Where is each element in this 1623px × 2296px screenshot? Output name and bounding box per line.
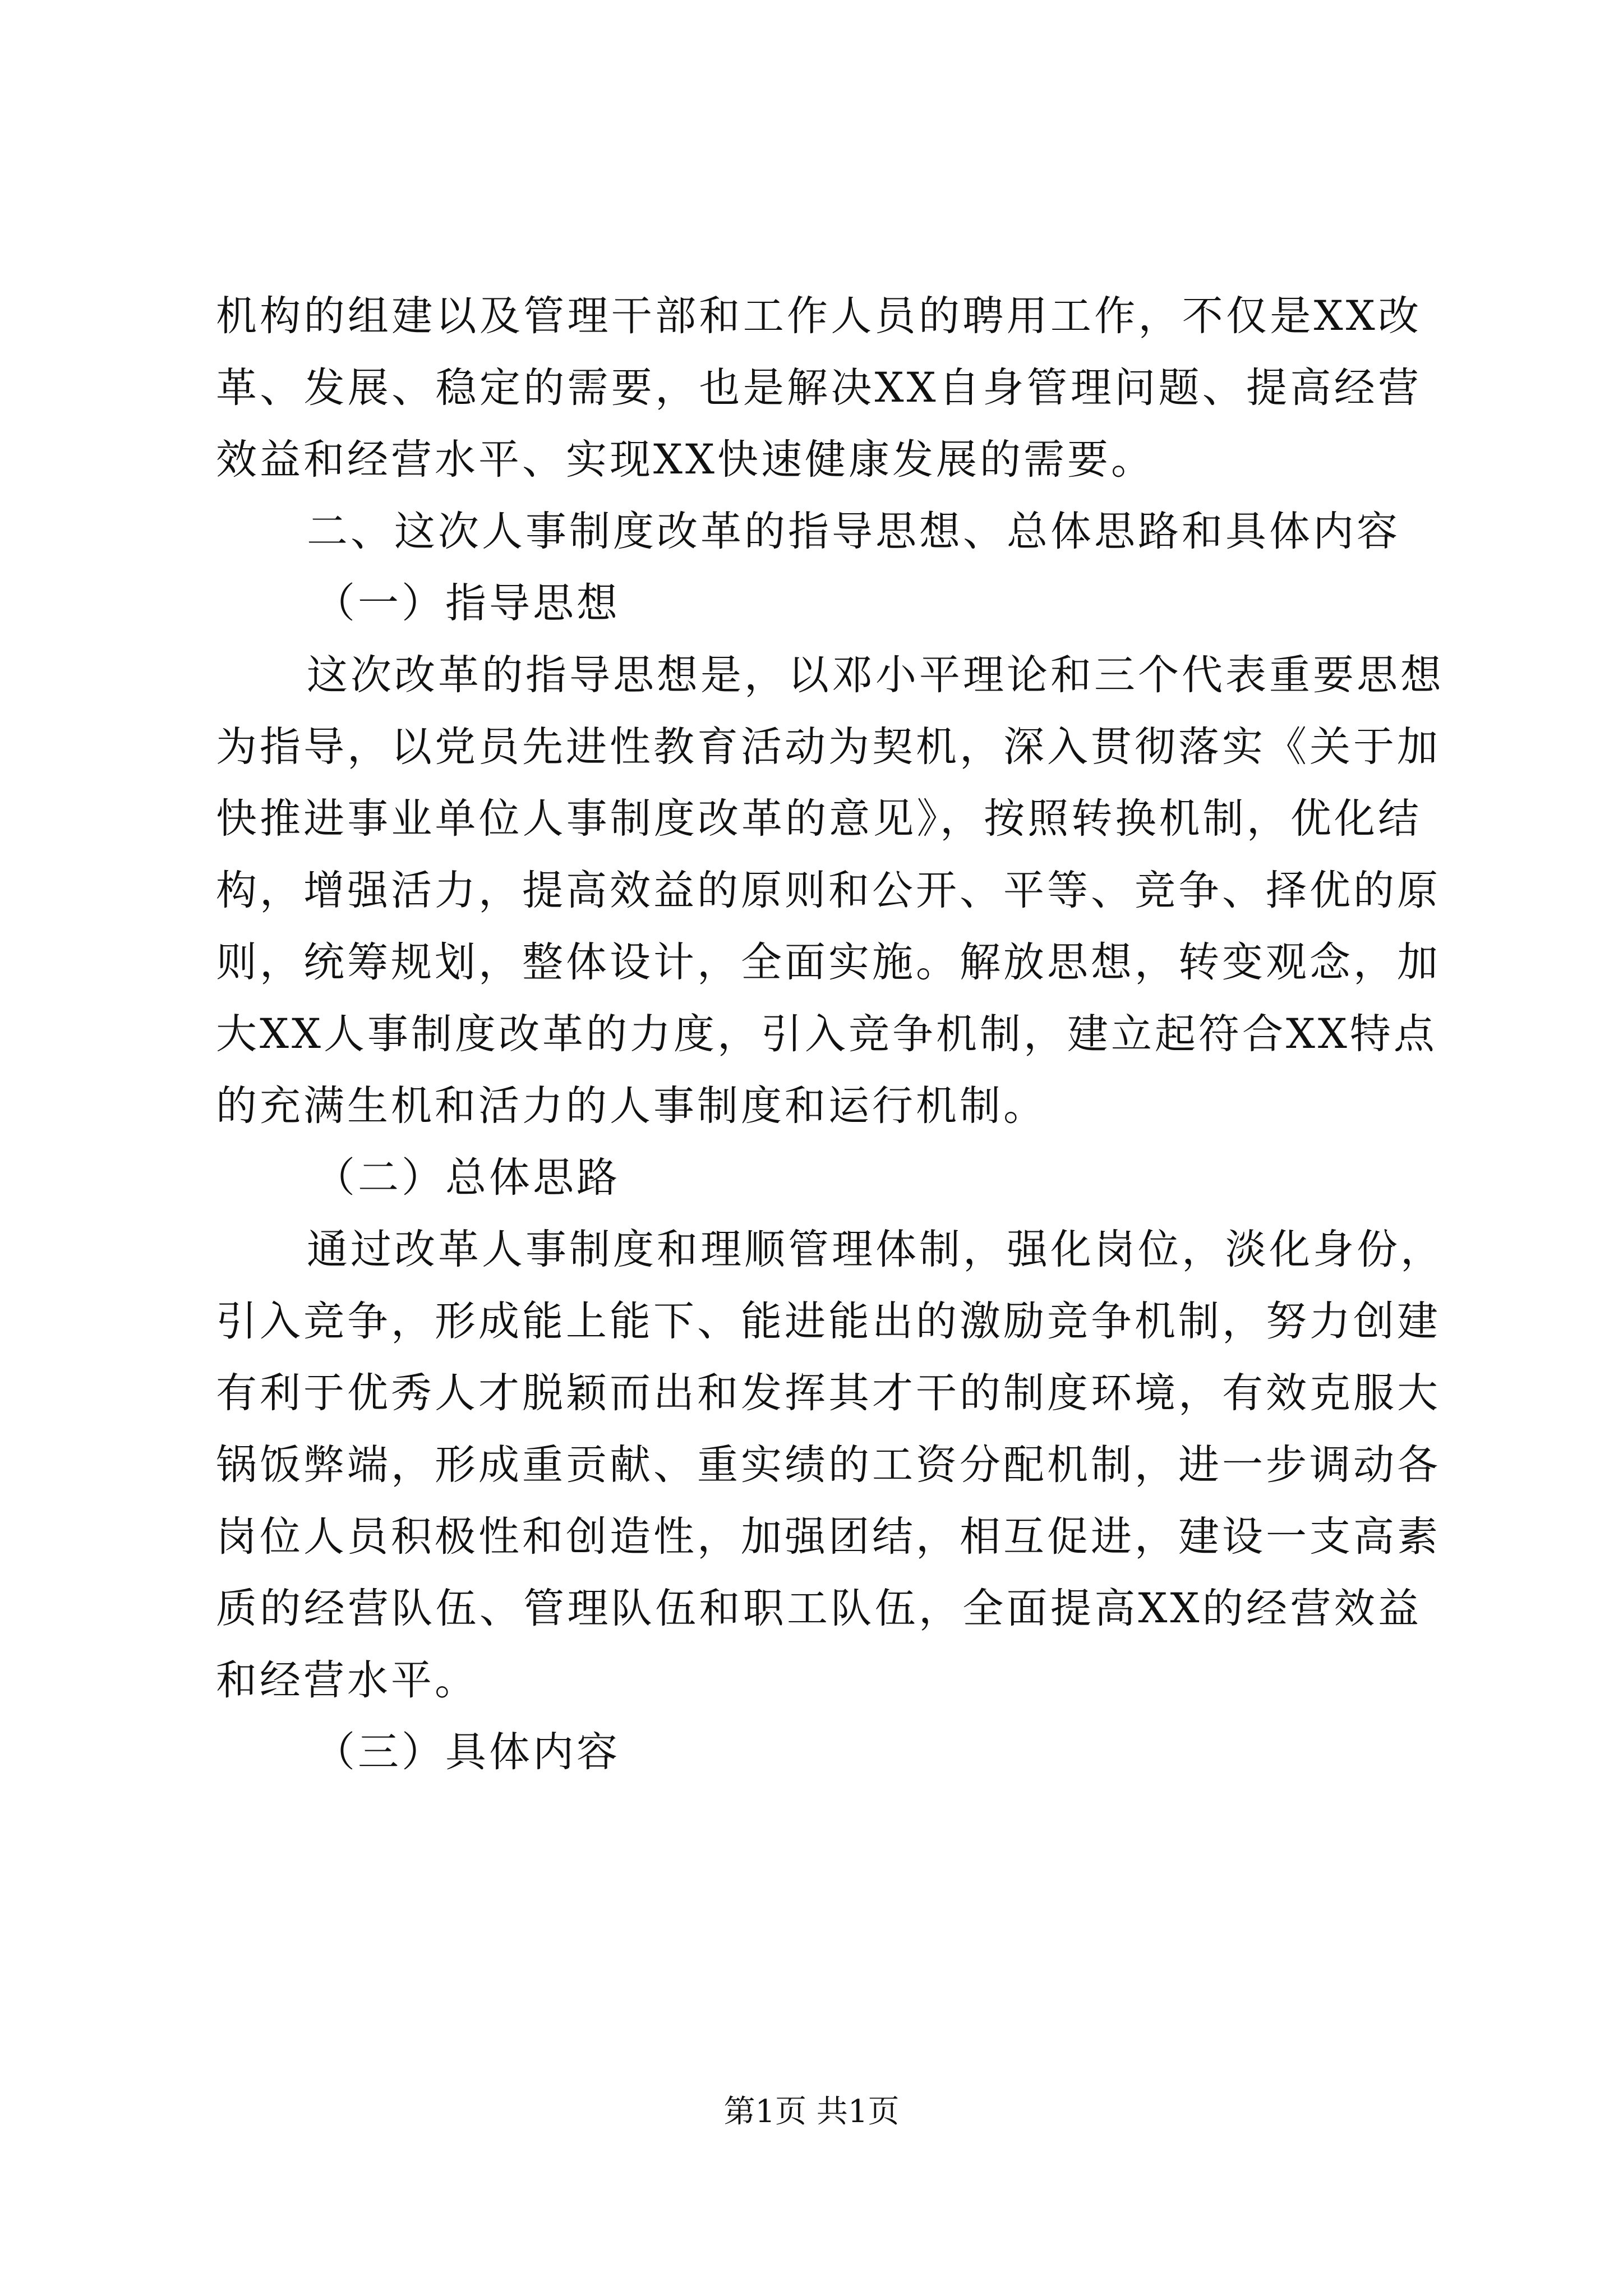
paragraph-line: 为指导，以党员先进性教育活动为契机，深入贯彻落实《关于加: [216, 723, 1441, 771]
subsection-heading: （三）具体内容: [314, 1728, 620, 1776]
page-number-footer: 第1页 共1页: [723, 2093, 900, 2130]
paragraph-line: 构，增强活力，提高效益的原则和公开、平等、竞争、择优的原: [216, 867, 1441, 914]
subsection-heading: （二）总体思路: [314, 1154, 620, 1202]
paragraph-line: 快推进事业单位人事制度改革的意见》，按照转换机制，优化结: [216, 795, 1422, 843]
paragraph-line: 这次改革的指导思想是，以邓小平理论和三个代表重要思想: [307, 651, 1444, 699]
paragraph-line: 岗位人员积极性和创造性，加强团结，相互促进，建设一支高素: [216, 1513, 1441, 1561]
document-body: [216, 280, 1444, 1788]
section-heading: 二、这次人事制度改革的指导思想、总体思路和具体内容: [307, 508, 1400, 555]
paragraph-line: 通过改革人事制度和理顺管理体制，强化岗位，淡化身份，: [307, 1226, 1444, 1273]
paragraph-line: 的充满生机和活力的人事制度和运行机制。: [216, 1082, 1047, 1130]
paragraph-line: 效益和经营水平、实现XX快速健康发展的需要。: [216, 436, 1155, 484]
paragraph-line: 质的经营队伍、管理队伍和职工队伍，全面提高XX的经营效益: [216, 1585, 1422, 1632]
paragraph-line: 有利于优秀人才脱颖而出和发挥其才干的制度环境，有效克服大: [216, 1369, 1441, 1417]
paragraph-line: 锅饭弊端，形成重贡献、重实绩的工资分配机制，进一步调动各: [216, 1441, 1441, 1489]
paragraph-line: 革、发展、稳定的需要，也是解决XX自身管理问题、提高经营: [216, 364, 1422, 412]
paragraph-line: 和经营水平。: [216, 1657, 478, 1704]
paragraph-line: 则，统筹规划，整体设计，全面实施。解放思想，转变观念，加: [216, 938, 1441, 986]
subsection-heading: （一）指导思想: [314, 579, 620, 627]
paragraph-line: 引入竞争，形成能上能下、能进能出的激励竞争机制，努力创建: [216, 1297, 1441, 1345]
paragraph-line: 机构的组建以及管理干部和工作人员的聘用工作，不仅是XX改: [216, 292, 1422, 340]
paragraph-line: 大XX人事制度改革的力度，引入竞争机制，建立起符合XX特点: [216, 1010, 1437, 1058]
